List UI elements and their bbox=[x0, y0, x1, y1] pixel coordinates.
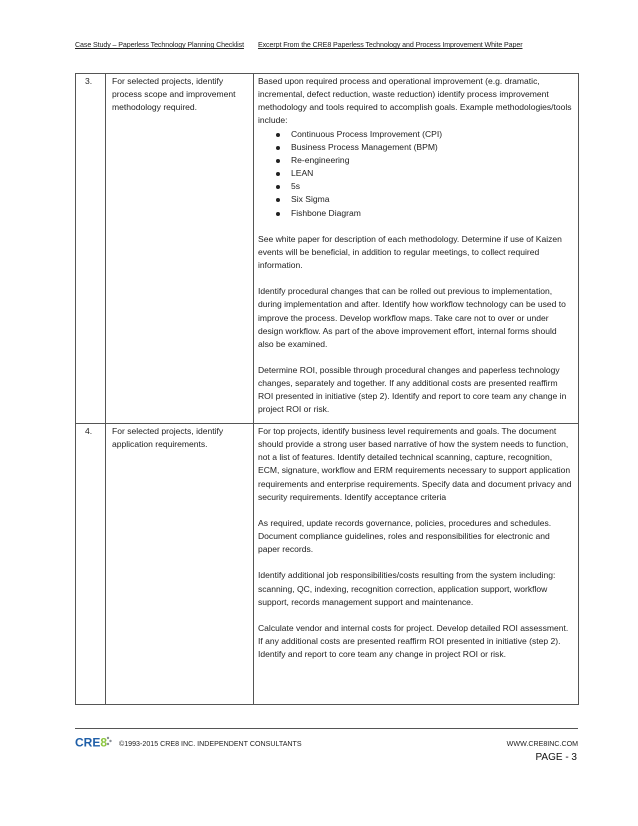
detail-paragraph: As required, update records governance, policies, procedures and schedules. Document compliance guidelines, roles and responsibilities for electronic and paper records. bbox=[258, 517, 552, 555]
header-right-title: Excerpt From the CRE8 Paperless Technology and Process Improvement White Paper bbox=[257, 41, 523, 49]
cre8-logo bbox=[75, 735, 113, 749]
table-row bbox=[76, 424, 579, 705]
header-left-title: Case Study – Paperless Technology Planning Checklist bbox=[75, 41, 244, 49]
detail-paragraph: Identify procedural changes that can be rolled out previous to implementation, during implementation and after. Identify how workflow technology can be used to improve the process. Develop workflow maps. Take care not to over or under design workflow. As part of the above improvement effort, internal forms should also be examined. bbox=[258, 286, 566, 349]
detail-paragraph: For top projects, identify business level requirements and goals. The document should provide a strong user based narrative of how the system needs to function, not a list of features. Identify detailed technical scanning, capture, recognition, ECM, signature, workflow and ERM requirements necessary to support application requirements and enterprise requirements. Specify data and document privacy and security requirements. Identify acceptance criteria bbox=[258, 426, 572, 502]
row-number: 3. bbox=[76, 74, 106, 424]
checklist-table bbox=[75, 73, 579, 705]
row-detail bbox=[254, 424, 579, 705]
logo-wordmark: CRE8 bbox=[75, 735, 108, 749]
list-item: Fishbone Diagram bbox=[274, 207, 573, 220]
page-header bbox=[75, 41, 575, 49]
bullet-icon bbox=[276, 159, 280, 163]
list-item: Continuous Process Improvement (CPI) bbox=[274, 128, 573, 141]
bullet-icon bbox=[276, 146, 280, 150]
list-item: Business Process Management (BPM) bbox=[274, 141, 573, 154]
row-description: For selected projects, identify application requirements. bbox=[106, 424, 254, 705]
footer-copyright: ©1993-2015 CRE8 INC. INDEPENDENT CONSULTANTS bbox=[119, 740, 302, 748]
footer-website: WWW.CRE8INC.COM bbox=[506, 740, 578, 748]
row-description: For selected projects, identify process scope and improvement methodology required. bbox=[106, 74, 254, 424]
detail-paragraph: Determine ROI, possible through procedural changes and paperless technology changes, separately and together. If any additional costs are presented reaffirm ROI presented in initiative (step 2). Identify and report to core team any change in project ROI or risk. bbox=[258, 364, 567, 415]
table-row bbox=[76, 74, 579, 424]
methodology-list bbox=[258, 128, 573, 220]
row-number: 4. bbox=[76, 424, 106, 705]
detail-paragraph: See white paper for description of each methodology. Determine if use of Kaizen events will be beneficial, in addition to regular meetings, to collect required information. bbox=[258, 233, 562, 271]
bullet-icon bbox=[276, 198, 280, 202]
list-item: LEAN bbox=[274, 167, 573, 180]
page-number: PAGE - 3 bbox=[535, 752, 577, 763]
bullet-icon bbox=[276, 172, 280, 176]
detail-paragraph: Calculate vendor and internal costs for project. Develop detailed ROI assessment. If any additional costs are presented reaffirm ROI presented in initiative (step 2). Identify and report to core team any change in project ROI or risk. bbox=[258, 622, 569, 660]
list-item: Six Sigma bbox=[274, 193, 573, 206]
list-item: 5s bbox=[274, 180, 573, 193]
detail-intro: Based upon required process and operational improvement (e.g. dramatic, incremental, defect reduction, waste reduction) identify process improvement methodology and tools required to accomplish goals. Example methodologies/tools include: bbox=[258, 76, 572, 126]
list-item: Re-engineering bbox=[274, 154, 573, 167]
bullet-icon bbox=[276, 133, 280, 137]
footer-divider bbox=[75, 728, 578, 729]
bullet-icon bbox=[276, 212, 280, 216]
row-detail bbox=[254, 74, 579, 424]
detail-paragraph: Identify additional job responsibilities/costs resulting from the system including: scanning, QC, indexing, recognition correction, application support, workflow support, records management support and maintenance. bbox=[258, 570, 556, 607]
bullet-icon bbox=[276, 185, 280, 189]
